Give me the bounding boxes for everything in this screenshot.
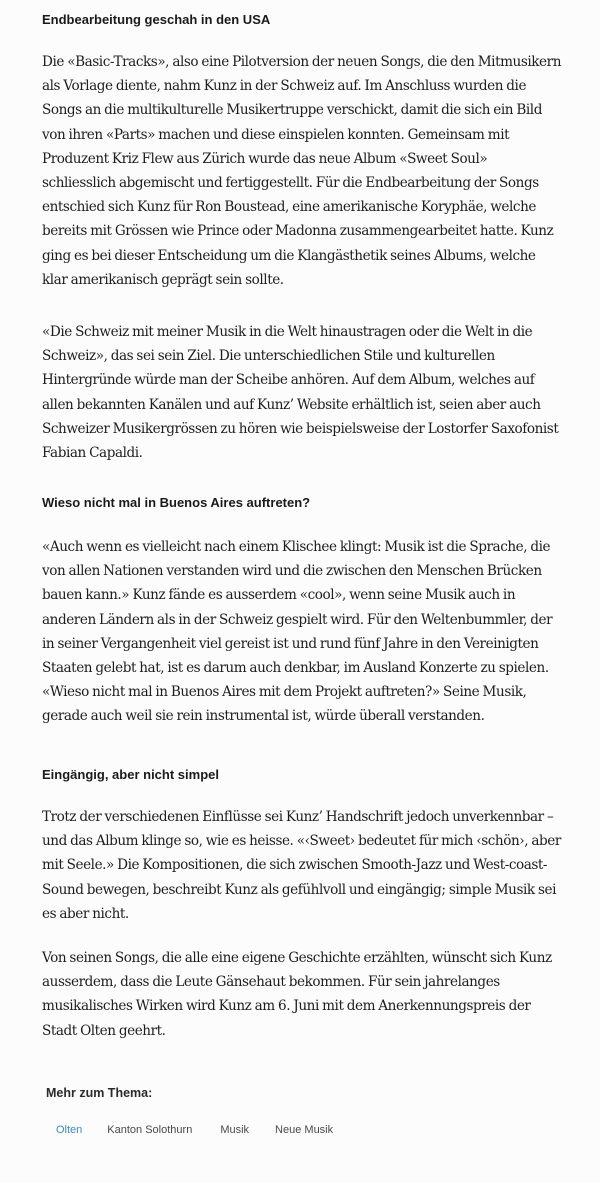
tag-kanton-solothurn[interactable]: Kanton Solothurn [107, 1124, 193, 1136]
section-heading-endbearbeitung: Endbearbeitung geschah in den USA [42, 12, 271, 27]
tag-olten[interactable]: Olten [56, 1124, 83, 1136]
related-topics-title: Mehr zum Thema: [46, 1086, 153, 1100]
paragraph-schweiz-welt: «Die Schweiz mit meiner Musik in die Welt hinaustragen oder die Welt in die Schweiz», das sei sein Ziel. Die unterschiedlichen Stile und kulturellen Hintergründe würde man der Scheibe anhören. Auf dem Album, welches auf allen bekannten Kanälen und auf Kunz’ Website erhältlich ist, seien aber auch Schweizer Musikergrössen zu hören wie beispielsweise der Lostorfer Saxofonist Fabian Capaldi. [42, 324, 559, 462]
section-heading-eingaengig: Eingängig, aber nicht simpel [42, 767, 219, 782]
paragraph-handschrift: Trotz der verschiedenen Einflüsse sei Kunz’ Handschrift jedoch unverkennbar – und das Album klinge so, wie es heisse. «‹Sweet› bedeutet für mich ‹schön›, aber mit Seele.» Die Kompositionen, die sich zwischen Smooth-Jazz und West-coast-Sound bewegen, beschreibt Kunz als gefühlvoll und eingängig; simple Musik sei es aber nicht. [42, 809, 561, 922]
paragraph-basic-tracks: Die «Basic-Tracks», also eine Pilotversion der neuen Songs, die den Mitmusikern als Vorlage diente, nahm Kunz in der Schweiz auf. Im Anschluss wurden die Songs an die multikulturelle Musikertruppe verschickt, damit die sich ein Bild von ihren «Parts» machen und diese einspielen konnten. Gemeinsam mit Produzent Kriz Flew aus Zürich wurde das neue Album «Sweet Soul» schliesslich abgemischt und fertiggestellt. Für die Endbearbeitung der Songs entschied sich Kunz für Ron Boustead, eine amerikanische Koryphäe, welche bereits mit Grössen wie Prince oder Madonna zusammengearbeitet hatte. Kunz ging es bei dieser Entscheidung um die Klangästhetik seines Albums, welche klar amerikanisch geprägt sein sollte. [42, 54, 561, 288]
tag-neue-musik[interactable]: Neue Musik [275, 1124, 334, 1136]
tag-musik[interactable]: Musik [220, 1124, 250, 1136]
paragraph-anerkennungspreis: Von seinen Songs, die alle eine eigene Geschichte erzählten, wünscht sich Kunz ausserdem, dass die Leute Gänsehaut bekommen. Für sein jahrelanges musikalisches Wirken wird Kunz am 6. Juni mit dem Anerkennungspreis der Stadt Olten geehrt. [42, 950, 552, 1039]
related-tags [56, 1122, 333, 1138]
section-heading-buenos-aires: Wieso nicht mal in Buenos Aires auftreten? [42, 495, 311, 510]
paragraph-musik-sprache: «Auch wenn es vielleicht nach einem Klischee klingt: Musik ist die Sprache, die von allen Nationen verstanden wird und die zwischen den Menschen Brücken bauen kann.» Kunz fände es ausserdem «cool», wenn seine Musik auch in anderen Ländern als in der Schweiz gespielt wird. Für den Weltenbummler, der in seiner Vergangenheit viel gereist ist und rund fünf Jahre in den Vereinigten Staaten gelebt hat, ist es darum auch denkbar, im Ausland Konzerte zu spielen. «Wieso nicht mal in Buenos Aires mit dem Projekt auftreten?» Seine Musik, gerade auch weil sie rein instrumental ist, würde überall verstanden. [42, 539, 553, 725]
